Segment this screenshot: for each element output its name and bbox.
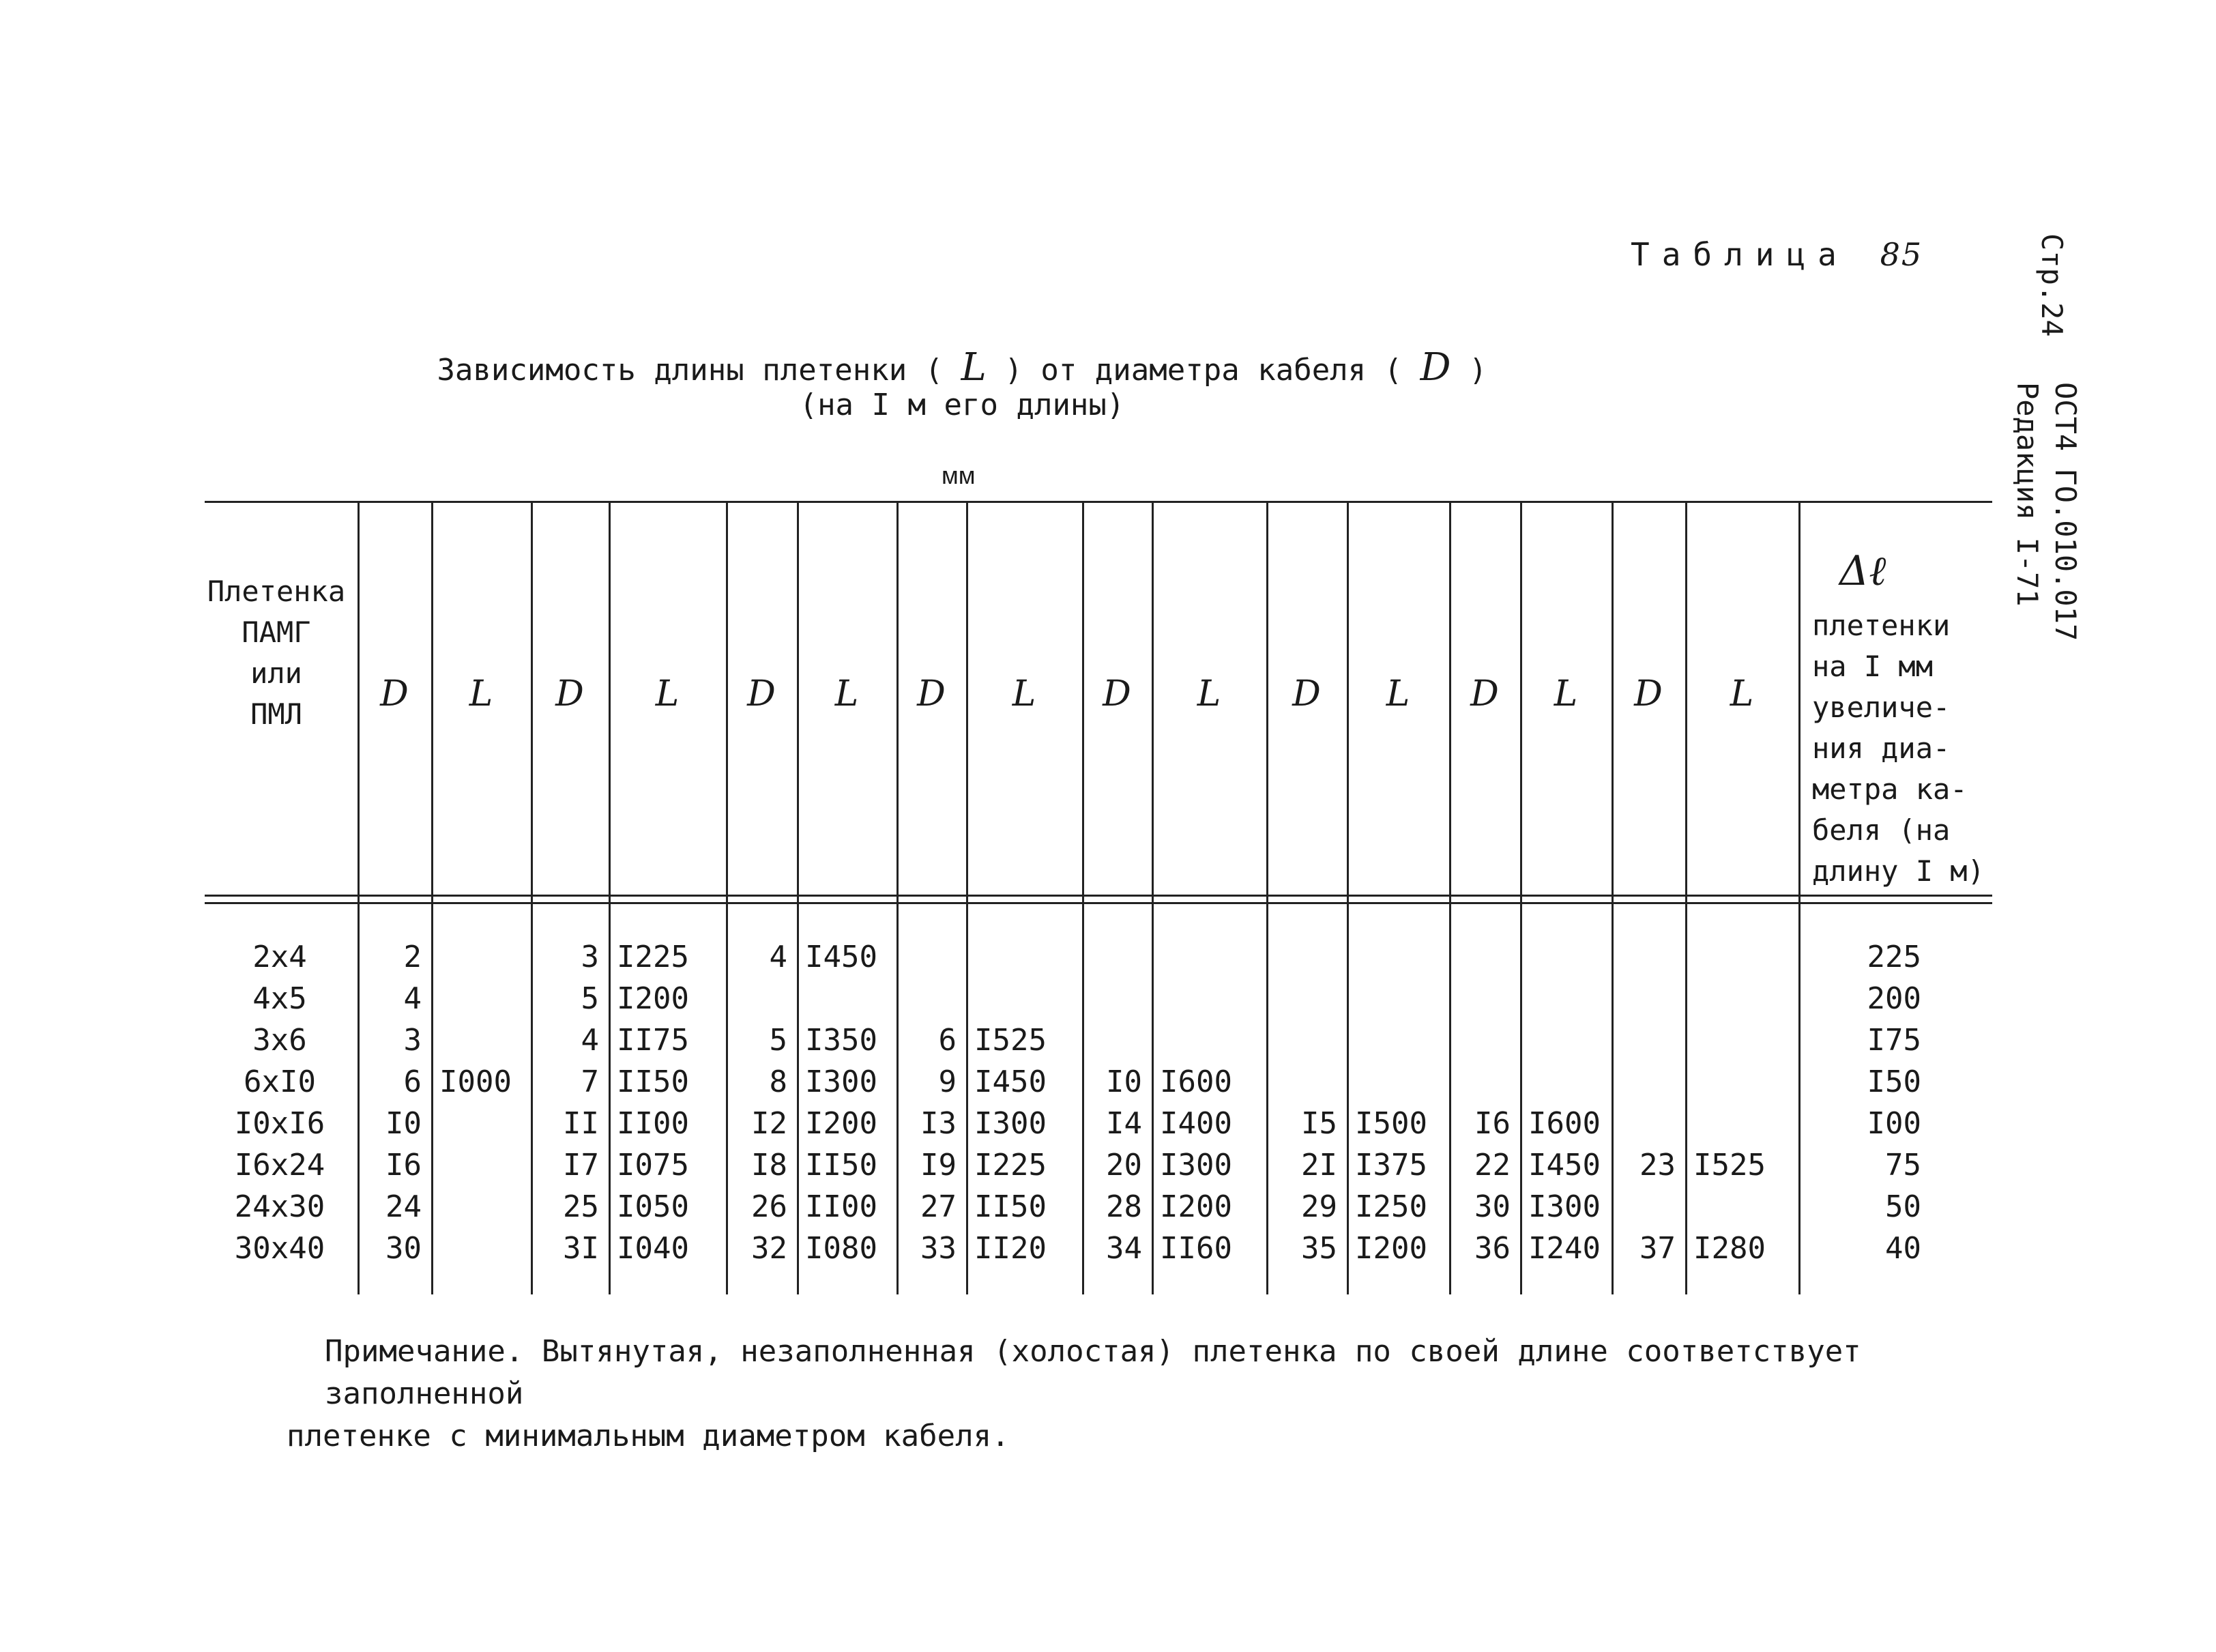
length-value: I200 (617, 981, 689, 1016)
units-label: мм (942, 461, 976, 489)
diameter-value: 5 (581, 981, 599, 1016)
length-value: I240 (1528, 1231, 1601, 1266)
delta-l-symbol: Δℓ (1839, 547, 1886, 595)
table-note (287, 1331, 2044, 1458)
table-label (1631, 236, 1923, 273)
diameter-header: D (747, 673, 776, 714)
diameter-value: 5 (769, 1023, 787, 1058)
braid-size: 30x40 (234, 1231, 325, 1266)
diameter-value: 27 (920, 1189, 957, 1224)
delta-value: I00 (1867, 1106, 1921, 1141)
length-value: I250 (1355, 1189, 1427, 1224)
diameter-value: 6 (938, 1023, 957, 1058)
diameter-value: 22 (1474, 1148, 1511, 1183)
diameter-value: 30 (385, 1231, 422, 1266)
diameter-value: 4 (769, 940, 787, 974)
diameter-value: I6 (385, 1148, 422, 1183)
diameter-value: I0 (1106, 1064, 1142, 1099)
diameter-value: I8 (751, 1148, 787, 1183)
braid-size: 24x30 (234, 1189, 325, 1224)
diameter-header: D (917, 673, 946, 714)
length-value: I225 (617, 940, 689, 974)
table-subtitle: (на I м его длины) (799, 388, 1125, 422)
length-value: I050 (617, 1189, 689, 1224)
length-value: I000 (439, 1064, 512, 1099)
length-header: L (655, 673, 680, 714)
column-divider (1520, 503, 1522, 1294)
length-value: I300 (974, 1106, 1047, 1141)
delta-column-header (1812, 547, 1995, 892)
length-value: I200 (805, 1106, 877, 1141)
header-divider (205, 895, 1992, 904)
column-divider (797, 503, 799, 1294)
length-value: I375 (1355, 1148, 1427, 1183)
diameter-value: 3I (563, 1231, 599, 1266)
table-label-text: Таблица (1631, 236, 1849, 273)
title-prefix: Зависимость длины плетенки ( (437, 353, 944, 388)
delta-value: 225 (1867, 940, 1921, 974)
diameter-value: I4 (1106, 1106, 1142, 1141)
braid-column-header: Плетенка ПАМГ или ПМЛ (207, 575, 346, 731)
note-line-1: Примечание. Вытянутая, незаполненная (холостая) плетенка по своей длине соответствует заполненной (325, 1334, 1861, 1411)
length-value: I600 (1528, 1106, 1601, 1141)
diameter-value: 28 (1106, 1189, 1142, 1224)
braid-length-table (205, 501, 1992, 1294)
diameter-value: I6 (1474, 1106, 1511, 1141)
length-header: L (1197, 673, 1221, 714)
diameter-value: 24 (385, 1189, 422, 1224)
diameter-value: 2I (1301, 1148, 1337, 1183)
length-value: I200 (1160, 1189, 1232, 1224)
diameter-value: 37 (1639, 1231, 1676, 1266)
title-middle: ) от диаметра кабеля ( (1004, 353, 1403, 388)
diameter-header: D (1634, 673, 1663, 714)
diameter-value: I9 (920, 1148, 957, 1183)
length-header: L (1730, 673, 1754, 714)
table-title (0, 345, 1924, 390)
column-divider (609, 503, 611, 1294)
delta-value: I50 (1867, 1064, 1921, 1099)
delta-column-text: плетенки на I мм увеличе- ния диа- метра ка- беля (на длину I м) (1812, 609, 1985, 888)
diameter-value: 34 (1106, 1231, 1142, 1266)
length-value: I600 (1160, 1064, 1232, 1099)
edition-label: Редакция I-71 (2011, 382, 2044, 607)
length-header: L (1554, 673, 1578, 714)
diameter-value: 26 (751, 1189, 787, 1224)
diameter-value: 33 (920, 1231, 957, 1266)
diameter-value: I0 (385, 1106, 422, 1141)
diameter-value: 29 (1301, 1189, 1337, 1224)
table-number: 85 (1880, 236, 1923, 273)
length-header: L (469, 673, 493, 714)
length-value: I080 (805, 1231, 877, 1266)
length-value: I075 (617, 1148, 689, 1183)
diameter-value: 8 (769, 1064, 787, 1099)
diameter-value: 3 (403, 1023, 422, 1058)
diameter-value: 9 (938, 1064, 957, 1099)
length-value: I450 (1528, 1148, 1601, 1183)
delta-value: 200 (1867, 981, 1921, 1016)
delta-value: I75 (1867, 1023, 1921, 1058)
length-header: L (1012, 673, 1036, 714)
delta-value: 40 (1885, 1231, 1921, 1266)
length-value: I450 (805, 940, 877, 974)
delta-value: 50 (1885, 1189, 1921, 1224)
length-header: L (834, 673, 859, 714)
diameter-value: I2 (751, 1106, 787, 1141)
diameter-value: 35 (1301, 1231, 1337, 1266)
braid-size: 4x5 (252, 981, 307, 1016)
diameter-value: 6 (403, 1064, 422, 1099)
length-value: I525 (974, 1023, 1047, 1058)
length-value: II20 (974, 1231, 1047, 1266)
braid-size: 6xI0 (244, 1064, 316, 1099)
diameter-value: 30 (1474, 1189, 1511, 1224)
length-value: I350 (805, 1023, 877, 1058)
length-value: I040 (617, 1231, 689, 1266)
diameter-value: I5 (1301, 1106, 1337, 1141)
length-value: I280 (1693, 1231, 1766, 1266)
column-divider (1152, 503, 1154, 1294)
diameter-header: D (1470, 673, 1499, 714)
length-value: I500 (1355, 1106, 1427, 1141)
title-L-symbol: L (961, 345, 987, 390)
diameter-value: 23 (1639, 1148, 1676, 1183)
length-value: I525 (1693, 1148, 1766, 1183)
braid-size: 2x4 (252, 940, 307, 974)
length-value: II50 (617, 1064, 689, 1099)
delta-value: 75 (1885, 1148, 1921, 1183)
length-header: L (1386, 673, 1410, 714)
braid-size: 3x6 (252, 1023, 307, 1058)
diameter-header: D (1103, 673, 1131, 714)
diameter-value: II (563, 1106, 599, 1141)
column-divider (431, 503, 433, 1294)
braid-size: I6x24 (234, 1148, 325, 1183)
length-value: I300 (1160, 1148, 1232, 1183)
diameter-value: 36 (1474, 1231, 1511, 1266)
diameter-header: D (555, 673, 584, 714)
diameter-value: 25 (563, 1189, 599, 1224)
length-value: I300 (805, 1064, 877, 1099)
length-value: II00 (617, 1106, 689, 1141)
column-divider (1347, 503, 1349, 1294)
diameter-value: 20 (1106, 1148, 1142, 1183)
length-value: II50 (974, 1189, 1047, 1224)
length-value: II50 (805, 1148, 877, 1183)
diameter-header: D (1292, 673, 1321, 714)
length-value: II75 (617, 1023, 689, 1058)
title-D-symbol: D (1420, 345, 1451, 390)
length-value: I225 (974, 1148, 1047, 1183)
length-value: I400 (1160, 1106, 1232, 1141)
column-divider (1685, 503, 1687, 1294)
diameter-value: 3 (581, 940, 599, 974)
diameter-value: 4 (403, 981, 422, 1016)
diameter-header: D (380, 673, 409, 714)
standard-code: ОСТ4 ГО.010.017 (2049, 382, 2082, 641)
diameter-value: 2 (403, 940, 422, 974)
length-value: I300 (1528, 1189, 1601, 1224)
diameter-value: 7 (581, 1064, 599, 1099)
length-value: II60 (1160, 1231, 1232, 1266)
page-number: Стр.24 (2035, 233, 2069, 337)
length-value: I200 (1355, 1231, 1427, 1266)
diameter-value: I3 (920, 1106, 957, 1141)
title-suffix: ) (1469, 353, 1487, 388)
column-divider (966, 503, 968, 1294)
braid-size: I0xI6 (234, 1106, 325, 1141)
length-value: I450 (974, 1064, 1047, 1099)
length-value: II00 (805, 1189, 877, 1224)
note-line-2: плетенке с минимальным диаметром кабеля. (287, 1419, 1010, 1453)
diameter-value: I7 (563, 1148, 599, 1183)
diameter-value: 4 (581, 1023, 599, 1058)
diameter-value: 32 (751, 1231, 787, 1266)
